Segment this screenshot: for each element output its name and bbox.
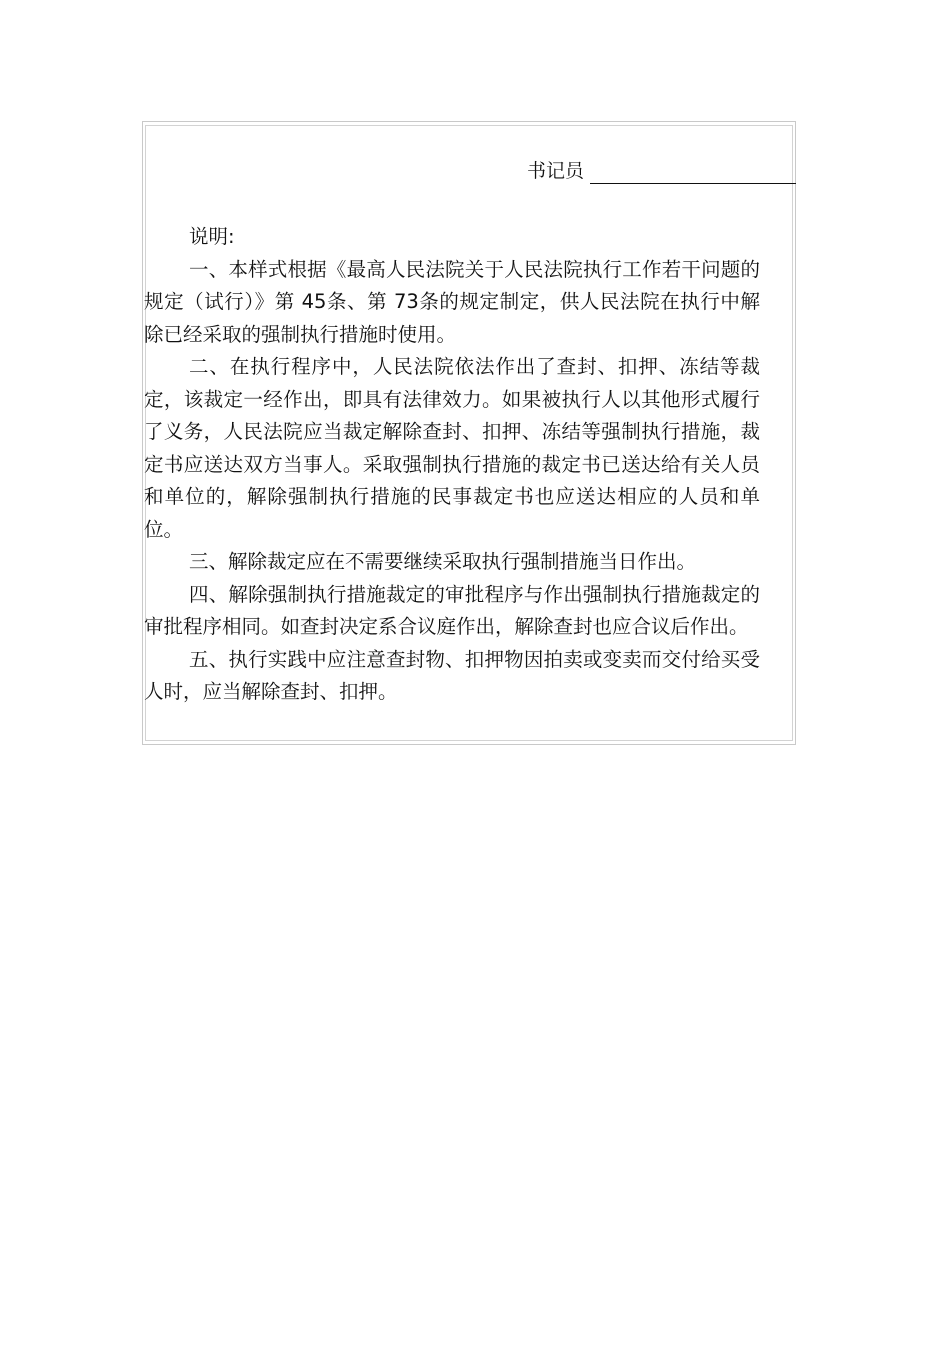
instruction-item-4: 四、解除强制执行措施裁定的审批程序与作出强制执行措施裁定的审批程序相同。如查封决定系合议庭作出，解除查封也应合议后作出。	[144, 582, 760, 638]
instruction-item-5: 五、执行实践中应注意查封物、扣押物因拍卖或变卖而交付给买受人时，应当解除查封、扣押。	[144, 647, 760, 703]
instruction-item-1: 一、本样式根据《最高人民法院关于人民法院执行工作若干问题的规定（试行）》第 45条、第 73条的规定制定，供人民法院在执行中解除已经采取的强制执行措施时使用。	[144, 257, 760, 346]
instructions-heading: 说明:	[189, 225, 235, 248]
clerk-signature-blank	[590, 163, 796, 184]
instruction-item-3: 三、解除裁定应在不需要继续采取执行强制措施当日作出。	[189, 550, 697, 573]
clerk-signature-line	[527, 158, 796, 184]
instruction-item-2: 二、在执行程序中，人民法院依法作出了查封、扣押、冻结等裁定，该裁定一经作出，即具有法律效力。如果被执行人以其他形式履行了义务，人民法院应当裁定解除查封、扣押、冻结等强制执行措施，裁定书应送达双方当事人。采取强制执行措施的裁定书已送达给有关人员和单位的，解除强制执行措施的民事裁定书也应送达相应的人员和单位。	[144, 355, 760, 541]
instructions-section	[144, 221, 760, 709]
clerk-label: 书记员	[527, 160, 585, 182]
